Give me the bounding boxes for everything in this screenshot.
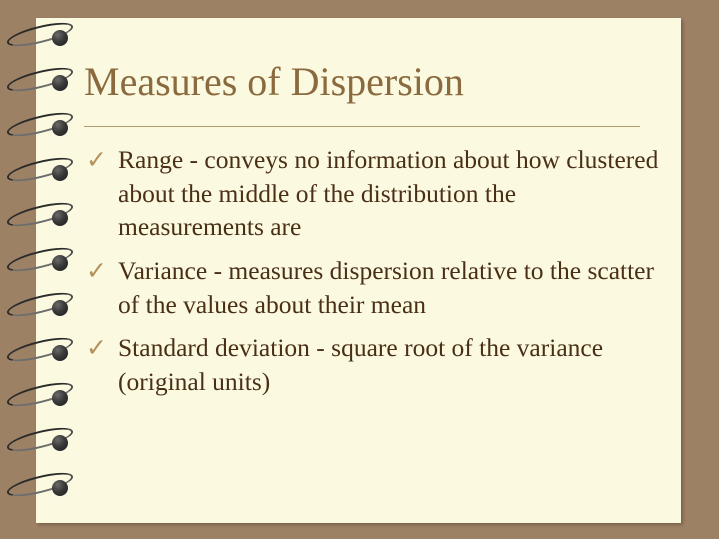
list-item-text: Range - conveys no information about how clustered about the middle of the distribution the measurements are: [118, 145, 659, 242]
list-item: [84, 143, 664, 244]
checkmark-icon: ✓: [86, 257, 107, 285]
notepad-page: [36, 18, 681, 523]
list-item: [84, 331, 664, 398]
bullet-list: [84, 143, 664, 409]
title-divider: [84, 126, 640, 127]
list-item: [84, 254, 664, 321]
page-title: Measures of Dispersion: [84, 59, 464, 104]
checkmark-icon: ✓: [86, 335, 107, 363]
list-item-text: Variance - measures dispersion relative to the scatter of the values about their mean: [118, 255, 654, 319]
checkmark-icon: ✓: [86, 147, 107, 174]
list-item-text: Standard deviation - square root of the variance (original units): [118, 333, 604, 396]
